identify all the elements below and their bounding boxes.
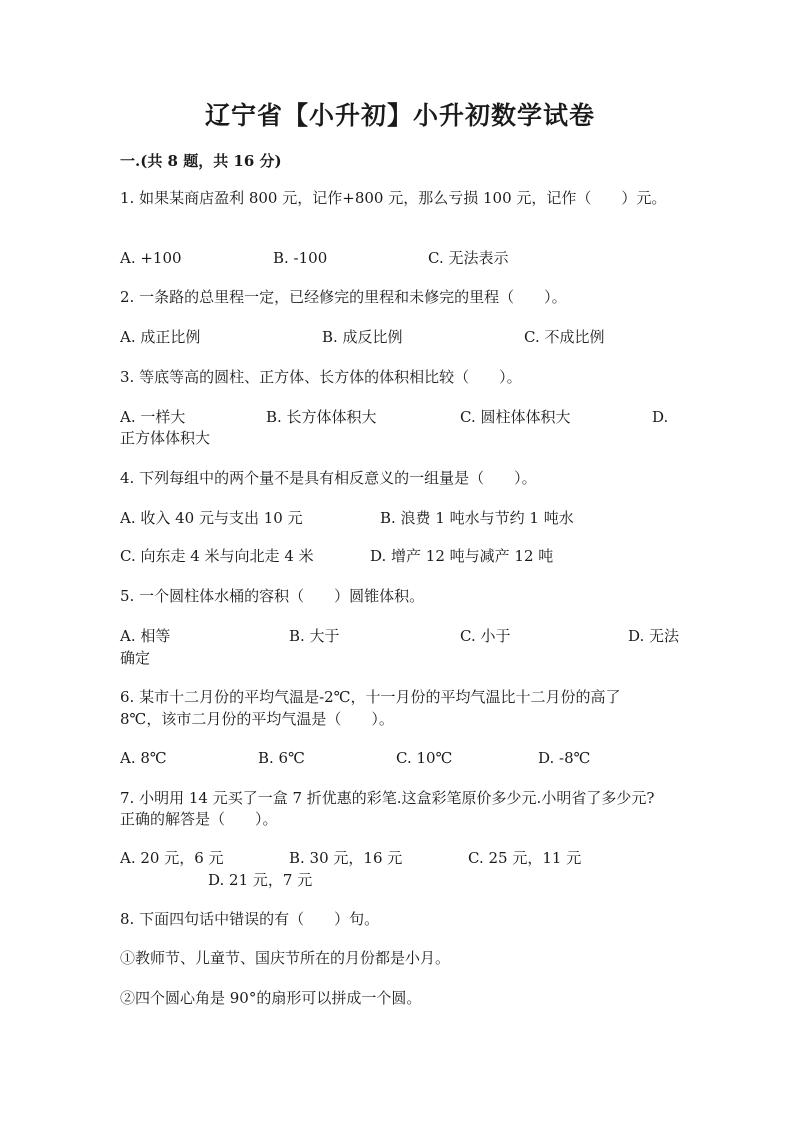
question-6-option-a[interactable]: A. 8℃	[120, 749, 167, 767]
question-5-option-c[interactable]: C. 小于	[460, 627, 511, 645]
question-3-option-d-text[interactable]: 正方体体积大	[120, 429, 211, 447]
question-3-option-b[interactable]: B. 长方体体积大	[266, 408, 377, 426]
question-5-option-d-text[interactable]: 确定	[120, 649, 151, 667]
question-7-stem-line-2: 正确的解答是（ ）。	[120, 810, 278, 828]
question-2-option-a[interactable]: A. 成正比例	[120, 328, 201, 346]
question-2-option-c[interactable]: C. 不成比例	[524, 328, 605, 346]
question-1-option-c[interactable]: C. 无法表示	[428, 249, 509, 267]
question-3-option-a[interactable]: A. 一样大	[120, 408, 186, 426]
question-7-stem-line-1: 7. 小明用 14 元买了一盒 7 折优惠的彩笔.这盒彩笔原价多少元.小明省了多少元?	[120, 789, 655, 807]
question-3-option-d[interactable]: D.	[652, 408, 669, 426]
question-8-statement-1: ①教师节、儿童节、国庆节所在的月份都是小月。	[120, 949, 451, 967]
question-7-option-b[interactable]: B. 30 元，16 元	[289, 849, 403, 867]
question-6-option-d[interactable]: D. -8℃	[538, 749, 591, 767]
question-7-option-d[interactable]: D. 21 元，7 元	[208, 871, 313, 889]
question-4-option-a[interactable]: A. 收入 40 元与支出 10 元	[120, 509, 303, 527]
question-5-stem: 5. 一个圆柱体水桶的容积（ ）圆锥体积。	[120, 587, 425, 605]
question-6-stem-line-1: 6. 某市十二月份的平均气温是-2℃，十一月份的平均气温比十二月份的高了	[120, 688, 621, 706]
question-5-option-d[interactable]: D. 无法	[628, 627, 680, 645]
question-3-option-c[interactable]: C. 圆柱体体积大	[460, 408, 571, 426]
question-6-stem-line-2: 8℃，该市二月份的平均气温是（ ）。	[120, 710, 394, 728]
question-8-stem: 8. 下面四句话中错误的有（ ）句。	[120, 910, 380, 928]
section-heading: 一.(共 8 题，共 16 分)	[120, 152, 282, 170]
question-4-option-b[interactable]: B. 浪费 1 吨水与节约 1 吨水	[380, 509, 574, 527]
question-7-option-a[interactable]: A. 20 元，6 元	[120, 849, 224, 867]
question-4-option-c[interactable]: C. 向东走 4 米与向北走 4 米	[120, 547, 314, 565]
question-6-option-c[interactable]: C. 10℃	[396, 749, 453, 767]
question-5-option-a[interactable]: A. 相等	[120, 627, 171, 645]
question-4-option-d[interactable]: D. 增产 12 吨与减产 12 吨	[370, 547, 554, 565]
question-8-statement-2: ②四个圆心角是 90°的扇形可以拼成一个圆。	[120, 989, 422, 1007]
question-2-option-b[interactable]: B. 成反比例	[322, 328, 403, 346]
question-1-option-a[interactable]: A. +100	[120, 249, 182, 267]
question-2-stem: 2. 一条路的总里程一定，已经修完的里程和未修完的里程（ ）。	[120, 288, 567, 306]
question-1-stem: 1. 如果某商店盈利 800 元，记作+800 元，那么亏损 100 元，记作（ ）元。	[120, 189, 667, 207]
question-6-option-b[interactable]: B. 6℃	[258, 749, 305, 767]
question-5-option-b[interactable]: B. 大于	[289, 627, 340, 645]
question-4-stem: 4. 下列每组中的两个量不是具有相反意义的一组量是（ ）。	[120, 469, 537, 487]
question-7-option-c[interactable]: C. 25 元，11 元	[468, 849, 582, 867]
page-title: 辽宁省【小升初】小升初数学试卷	[204, 101, 595, 130]
question-3-stem: 3. 等底等高的圆柱、正方体、长方体的体积相比较（ ）。	[120, 368, 522, 386]
question-1-option-b[interactable]: B. -100	[273, 249, 328, 267]
